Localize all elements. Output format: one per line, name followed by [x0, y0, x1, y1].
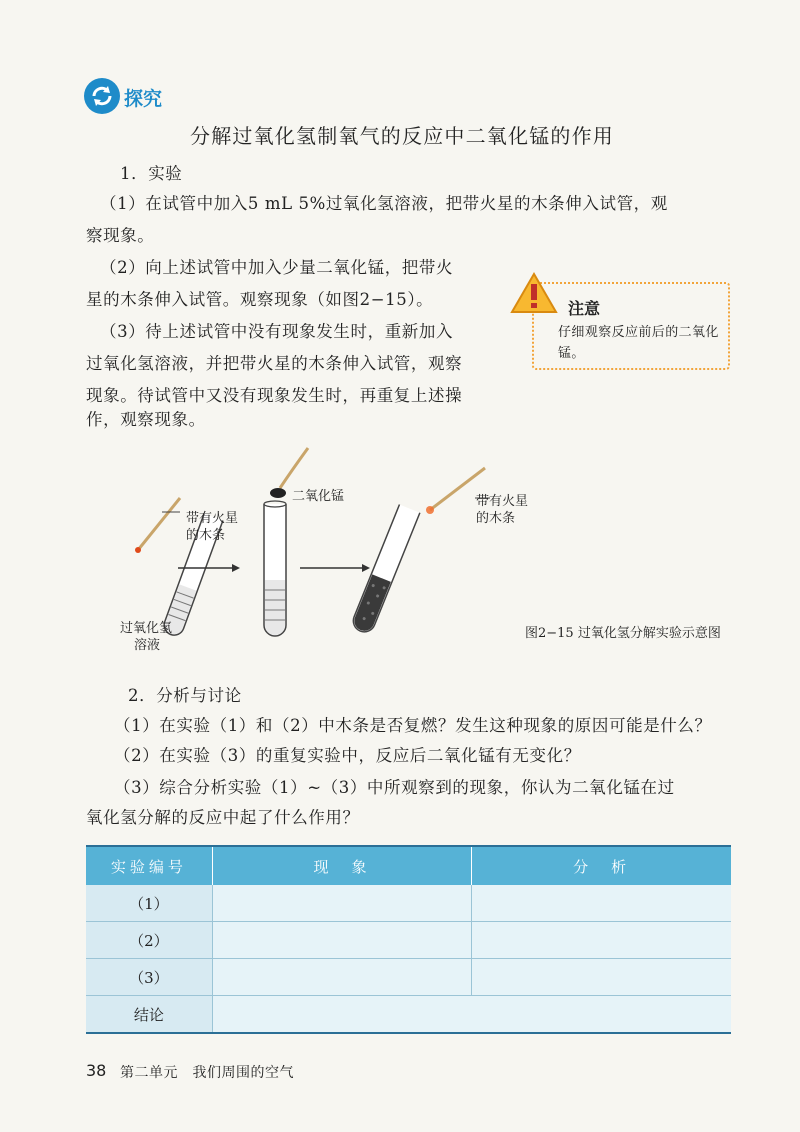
ember-1 — [135, 547, 141, 553]
paragraph-line: 察现象。 — [86, 226, 155, 245]
analysis-cell[interactable] — [472, 959, 731, 996]
row-label: （2） — [86, 922, 212, 959]
splint-label-2-line1: 带有火星 — [476, 494, 529, 509]
wooden-splint-1 — [138, 498, 180, 550]
table-row — [86, 959, 731, 996]
running-footer: 第二单元 我们周围的空气 — [120, 1065, 294, 1081]
warning-icon — [510, 272, 558, 318]
analysis-cell[interactable] — [472, 885, 731, 922]
mno2-label: 二氧化锰 — [292, 489, 345, 504]
question-line: （3）综合分析实验（1）~（3）中所观察到的现象，你认为二氧化锰在过 — [114, 778, 675, 797]
page-title: 分解过氧化氢制氧气的反应中二氧化锰的作用 — [190, 124, 614, 148]
test-tube-3 — [350, 505, 420, 636]
splint-label-1-line2: 的木条 — [186, 528, 226, 543]
splint-label-1-line1: 带有火星 — [186, 511, 239, 526]
paragraph-line: （1）在试管中加入5 mL 5%过氧化氢溶液，把带火星的木条伸入试管，观 — [100, 194, 668, 213]
paragraph-line: 作，观察现象。 — [86, 410, 206, 429]
phenomenon-cell[interactable] — [212, 922, 472, 959]
row-label: （1） — [86, 885, 212, 922]
phenomenon-cell[interactable] — [212, 959, 472, 996]
conclusion-cell[interactable] — [212, 996, 731, 1034]
h2o2-label-line2: 溶液 — [134, 638, 161, 653]
figure-caption: 图2−15 过氧化氢分解实验示意图 — [525, 626, 721, 641]
paragraph-line: （3）待上述试管中没有现象发生时，重新加入 — [100, 322, 454, 341]
analysis-cell[interactable] — [472, 922, 731, 959]
question-line: （1）在实验（1）和（2）中木条是否复燃？发生这种现象的原因可能是什么？ — [114, 716, 712, 735]
question-line: （2）在实验（3）的重复实验中，反应后二氧化锰有无变化？ — [114, 746, 581, 765]
explore-icon — [84, 78, 120, 114]
paragraph-line: 星的木条伸入试管。观察现象（如图2−15）。 — [86, 290, 434, 309]
paragraph-line: 过氧化氢溶液，并把带火星的木条伸入试管，观察 — [86, 354, 463, 373]
section2-heading: 2．分析与讨论 — [128, 686, 242, 705]
paragraph-line: 现象。待试管中又没有现象发生时，再重复上述操 — [86, 386, 463, 405]
note-title: 注意 — [568, 299, 601, 318]
paragraph-line: （2）向上述试管中加入少量二氧化锰，把带火 — [100, 258, 454, 277]
table-header-id: 实验编号 — [86, 846, 212, 885]
ember-2 — [426, 506, 434, 514]
section-badge-label: 探究 — [124, 88, 163, 110]
splint-label-2-line2: 的木条 — [476, 511, 516, 526]
mno2-powder — [270, 488, 286, 498]
experiment-table — [86, 845, 731, 1034]
h2o2-label-line1: 过氧化氢 — [120, 621, 173, 636]
row-label: （3） — [86, 959, 212, 996]
phenomenon-cell[interactable] — [212, 885, 472, 922]
table-row — [86, 922, 731, 959]
spatula — [280, 448, 308, 488]
table-header-analysis: 分 析 — [472, 846, 731, 885]
table-row — [86, 885, 731, 922]
conclusion-label: 结论 — [86, 996, 212, 1034]
table-row — [86, 996, 731, 1034]
test-tube-2 — [264, 501, 286, 636]
table-header-phenomenon: 现 象 — [212, 846, 472, 885]
section1-heading: 1．实验 — [120, 164, 183, 183]
question-line: 氧化氢分解的反应中起了什么作用？ — [86, 808, 360, 827]
note-text: 仔细观察反应前后的二氧化锰。 — [558, 325, 719, 361]
page-number: 38 — [86, 1061, 107, 1080]
